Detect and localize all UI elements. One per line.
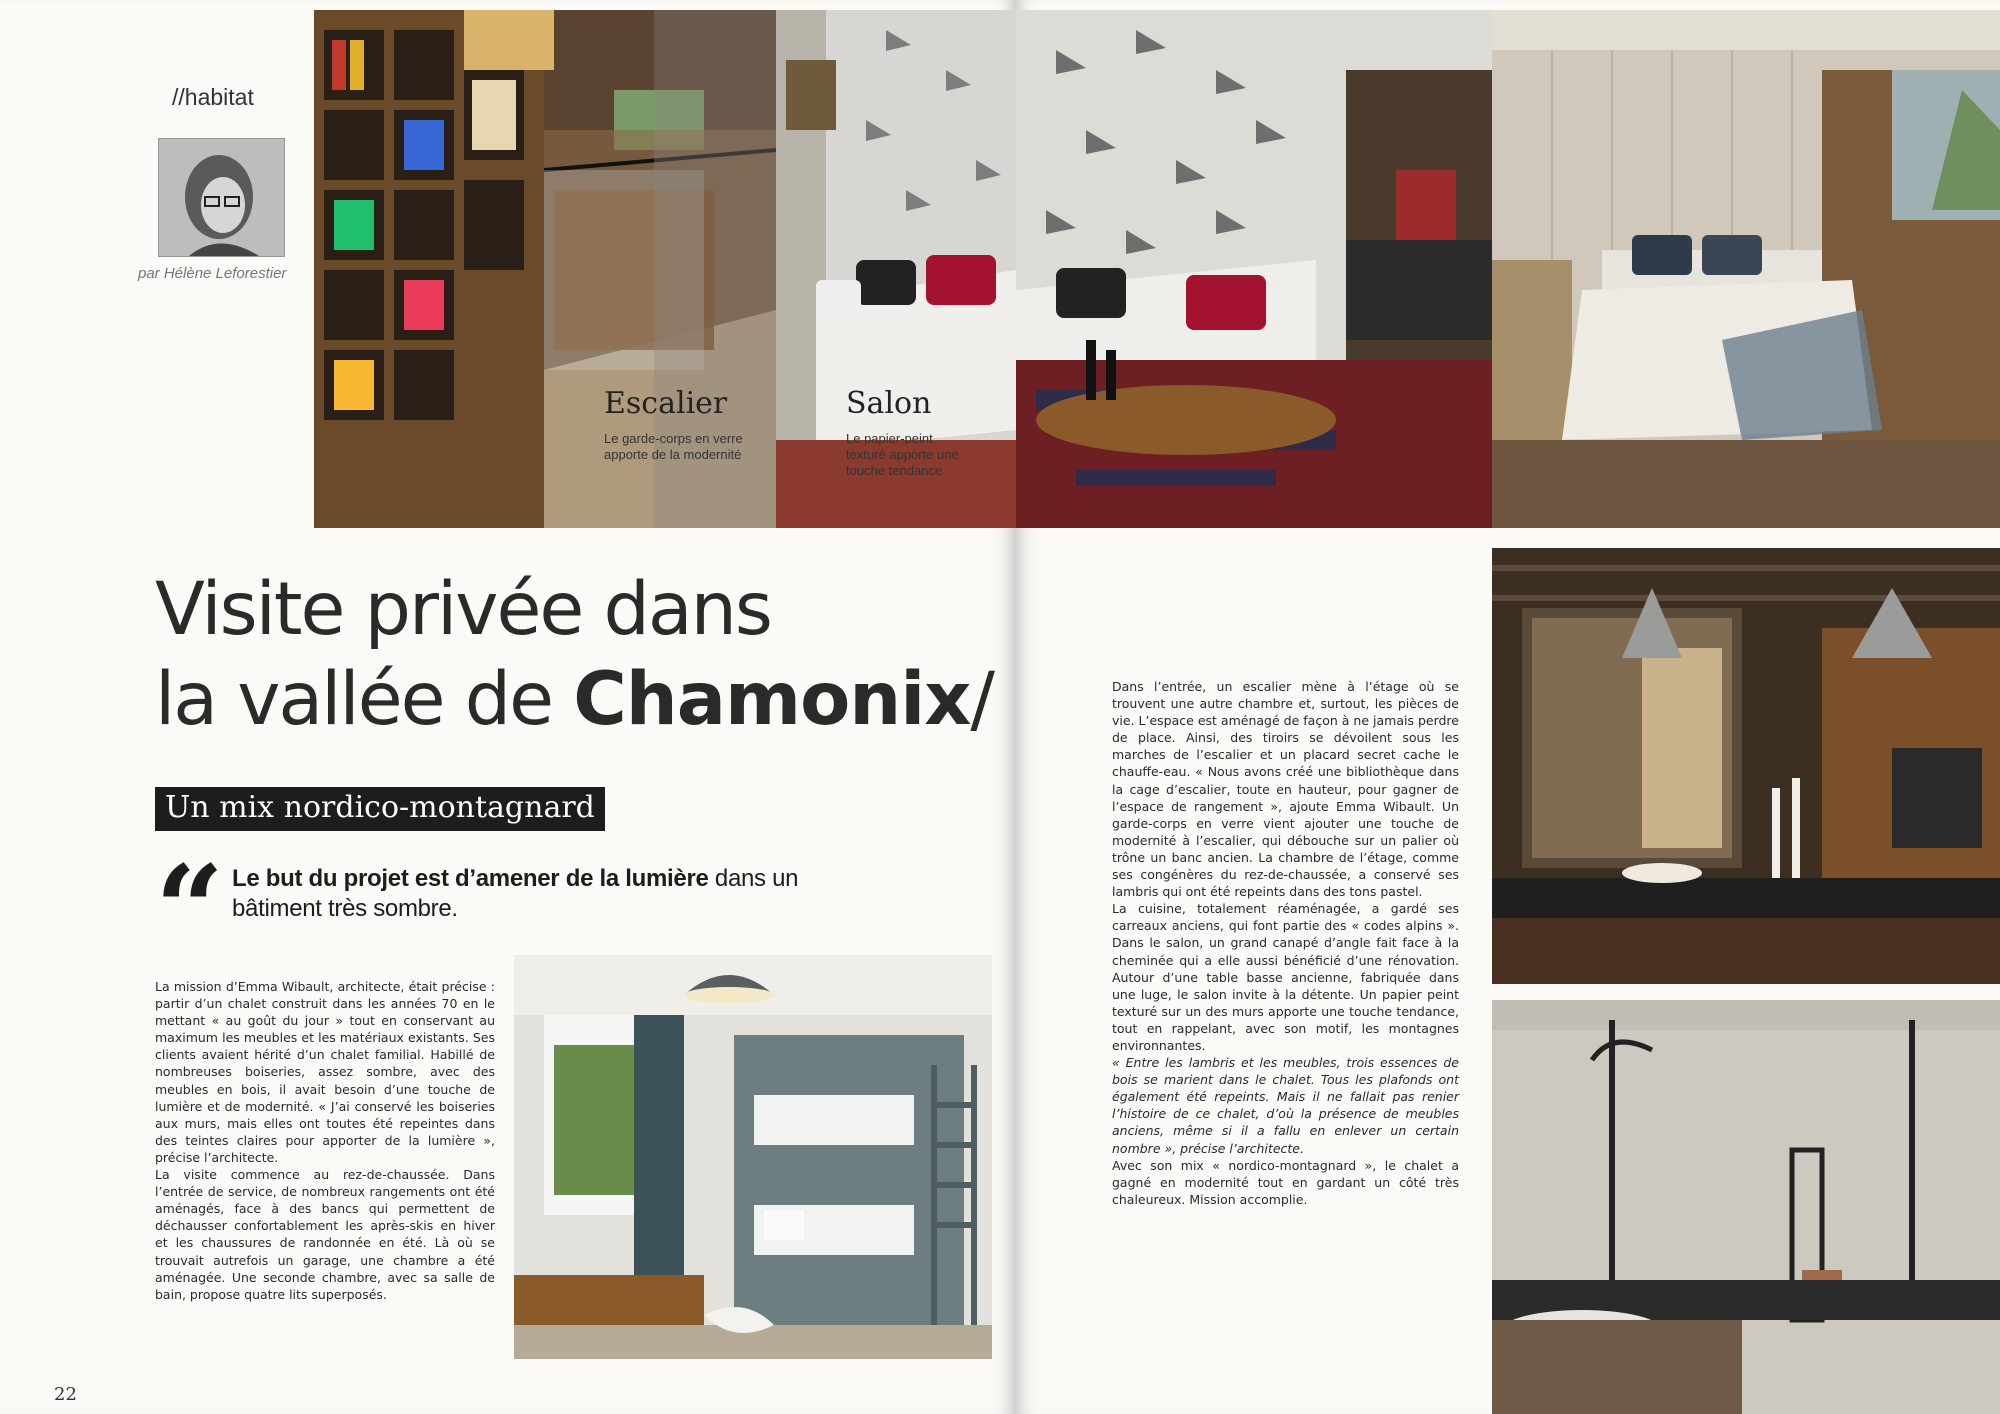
bathroom-photo — [1492, 1000, 2000, 1414]
pull-quote-rest: dans un bâtiment très sombre. — [232, 865, 799, 922]
salon-caption — [846, 386, 976, 479]
body-column-left — [155, 978, 495, 1303]
salon-caption-title: Salon — [846, 386, 932, 421]
escalier-caption-text: Le garde-corps en verre apporte de la modernité — [604, 431, 743, 462]
right-page — [1016, 0, 2000, 1414]
article-subhead: Un mix nordico-montagnard — [155, 787, 605, 831]
pull-quote — [232, 864, 852, 924]
escalier-caption-title: Escalier — [604, 386, 728, 421]
author-portrait — [158, 138, 285, 257]
bunkroom-photo — [514, 955, 992, 1359]
headline-line-1: Visite privée dans — [155, 567, 771, 652]
body-left-paragraph-1: La mission d’Emma Wibault, architecte, était précise : partir d’un chalet construit dans les années 70 en le mettant « au goût du jour » tout en conservant au maximum les meubles et les matériaux existants. Ses clients avaient hérité d’un chalet familial. Habillé de nombreuses boiseries, assez sombre, avec des meubles en bois, il avait besoin d’une touche de lumière et de modernité. « J’ai conservé les boiseries aux murs, mais elles ont toutes été repeintes dans des teintes claires pour apporter de la lumière », précise l’architecte. — [155, 979, 495, 1165]
salon-photo-right — [1016, 10, 1492, 528]
body-right-paragraph-1: Dans l’entrée, un escalier mène à l’étage où se trouvent une autre chambre et, surtout, les pièces de vie. L’espace est aménagé de façon à ne jamais perdre de place. Ainsi, des tiroirs se dévoilent sous les marches de l’escalier et un placard secret cache le chauffe-eau. « Nous avons créé une bibliothèque dans la cage d’escalier, toute en hauteur, pour gagner de l’espace de rangement », ajoute Emma Wibault. Un garde-corps en verre vient ajouter une touche de modernité à l’escalier, qui débouche sur un palier où trône un banc ancien. La chambre de l’étage, comme ses congénères du rez-de-chaussée, a conservé ses lambris qui ont été repeints dans des tons pastel. — [1112, 679, 1459, 900]
body-right-paragraph-2: La cuisine, totalement réaménagée, a gardé ses carreaux anciens, qui font partie des « codes alpins ». Dans le salon, un grand canapé d’angle fait face à la cheminée qui a elle aussi bénéficié d’une rénovation. Autour d’une table basse ancienne, fabriquée dans une luge, le salon invite à la détente. Un papier peint texturé sur un des murs apporte une touche tendance, tout en rappelant, avec son motif, les montagnes environnantes. — [1112, 901, 1459, 1053]
body-right-paragraph-3: « Entre les lambris et les meubles, trois essences de bois se marient dans le chalet. Tous les plafonds ont également été repeints. Mais il ne fallait pas renier l’histoire de ce chalet, d’où la présence de meubles anciens, même si il a fallu en enlever un certain nombre », précise l’architecte. — [1112, 1055, 1459, 1156]
headline-chamonix: Chamonix — [573, 657, 971, 742]
quote-mark-icon: “ — [155, 839, 225, 980]
salon-caption-text: Le papier-peint texturé apporte une touche tendance — [846, 431, 959, 478]
section-tag: //habitat — [172, 84, 254, 110]
body-left-paragraph-2: La visite commence au rez-de-chaussée. Dans l’entrée de service, de nombreux rangements ont été aménagés, face à des bancs qui permettent de déchausser confortablement les après-skis en hiver et les chaussures de randonnée en été. Là où se trouvait autrefois un garage, une chambre a été aménagée. Une seconde chambre, avec sa salle de bain, propose quatre lits superposés. — [155, 1167, 495, 1302]
article-headline — [155, 565, 993, 745]
headline-line-2: la vallée de — [155, 657, 574, 742]
escalier-caption — [604, 386, 774, 463]
pull-quote-bold: Le but du projet est d’amener de la lumière — [232, 865, 709, 892]
page-number: 22 — [54, 1384, 77, 1405]
kitchen-photo — [1492, 548, 2000, 984]
headline-slash: / — [970, 657, 993, 742]
author-byline: par Hélène Leforestier — [138, 265, 287, 282]
bedroom-photo — [1492, 10, 2000, 528]
body-column-right — [1112, 678, 1459, 1208]
body-right-paragraph-4: Avec son mix « nordico-montagnard », le chalet a gagné en modernité tout en gardant un côté très chaleureux. Mission accomplie. — [1112, 1157, 1459, 1207]
